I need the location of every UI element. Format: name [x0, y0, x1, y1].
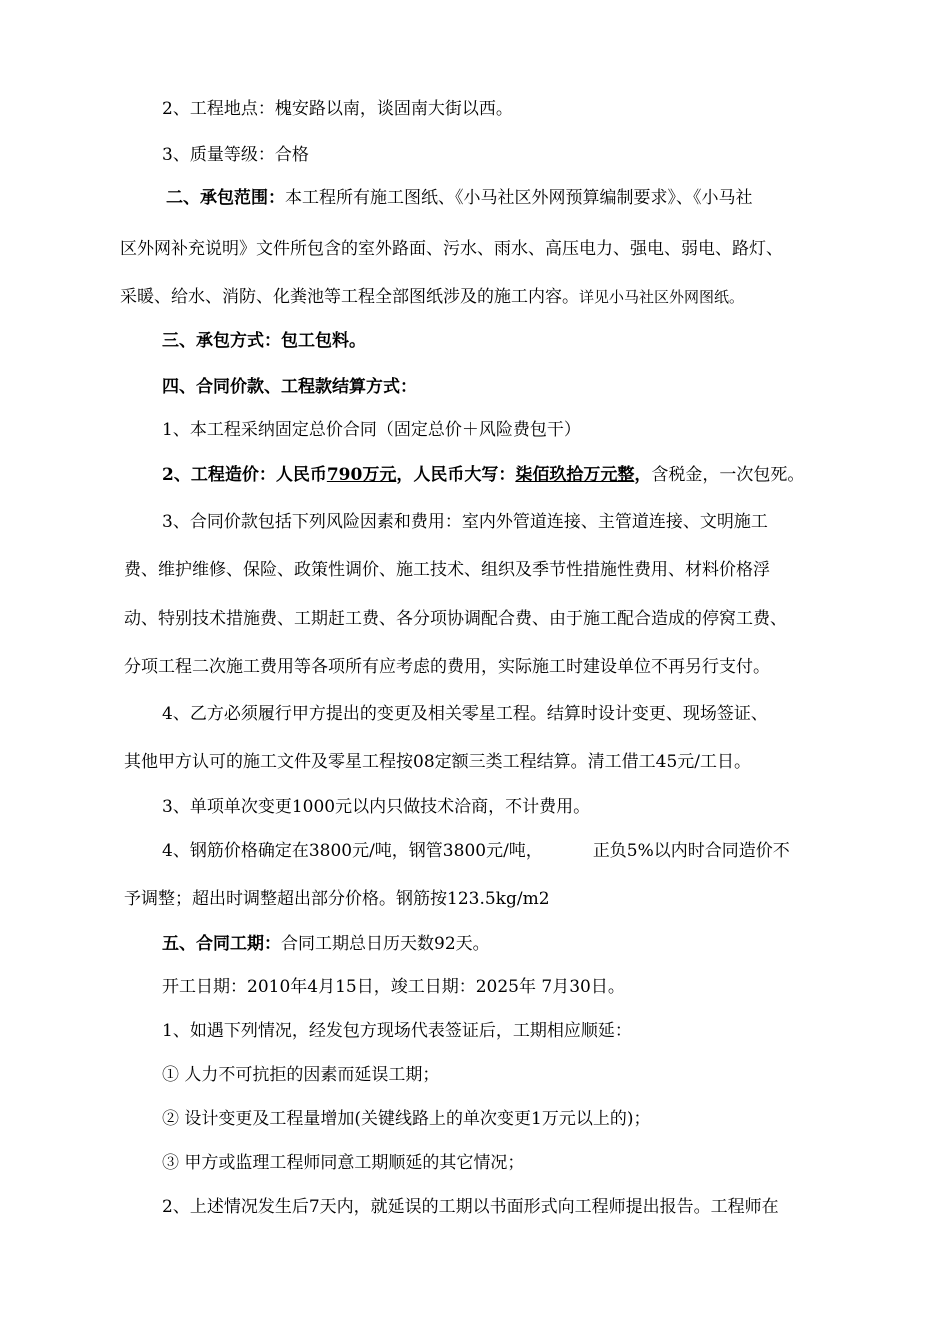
list-item-other-cases: ③ 甲方或监理工程师同意工期顺延的其它情况； [162, 1153, 525, 1173]
paragraph-changes-cont: 其他甲方认可的施工文件及零星工程按08定额三类工程结算。清工借工45元/工日。 [124, 752, 751, 772]
cost-label: 2、工程造价：人民币 [162, 465, 327, 485]
paragraph-risk: 3、合同价款包括下列风险因素和费用：室内外管道连接、主管道连接、文明施工 [162, 512, 768, 532]
steel-price-text: 4、钢筋价格确定在3800元/吨，钢管3800元/吨， [162, 841, 543, 861]
paragraph-changes: 4、乙方必须履行甲方提出的变更及相关零星工程。结算时设计变更、现场签证、 [162, 704, 768, 724]
paragraph-scope [166, 186, 753, 210]
cost-note: 含税金，一次包死。 [651, 465, 805, 485]
paragraph-single-change: 3、单项单次变更1000元以内只做技术洽商，不计费用。 [162, 797, 591, 817]
paragraph-fixed-price: 1、本工程采纳固定总价合同（固定总价＋风险费包干） [162, 420, 581, 440]
paragraph-location: 2、工程地点：槐安路以南，谈固南大街以西。 [162, 99, 513, 119]
paragraph-report: 2、上述情况发生后7天内，就延误的工期以书面形式向工程师提出报告。工程师在 [162, 1197, 779, 1217]
cost-uppercase-amount: 柒佰玖拾万元整 [515, 465, 635, 485]
paragraph-steel-cont: 予调整；超出时调整超出部分价格。钢筋按123.5kg/m2 [124, 889, 550, 909]
cost-uppercase-label: ，人民币大写： [396, 465, 516, 485]
paragraph-steel-price [162, 839, 790, 863]
duration-text: 合同工期总日历天数92天。 [281, 934, 490, 954]
paragraph-quality: 3、质量等级：合格 [162, 145, 309, 165]
scope-text: 本工程所有施工图纸、《小马社区外网预算编制要求》、《小马社 [285, 188, 753, 208]
scope-text-2: 采暖、给水、消防、化粪池等工程全部图纸涉及的施工内容。 [120, 287, 579, 307]
cost-amount: 790万元 [326, 465, 397, 485]
paragraph-extension: 1、如遇下列情况，经发包方现场代表签证后，工期相应顺延： [162, 1021, 632, 1041]
section-heading-scope: 二、承包范围： [166, 188, 285, 208]
cost-comma: ， [634, 465, 652, 485]
scope-note: 详见小马社区外网图纸。 [579, 288, 745, 306]
paragraph-cost [162, 463, 804, 487]
list-item-force-majeure: ① 人力不可抗拒的因素而延误工期； [162, 1065, 440, 1085]
steel-tolerance-text: 正负5%以内时合同造价不 [592, 841, 790, 861]
list-item-design-change: ② 设计变更及工程量增加(关键线路上的单次变更1万元以上的)； [162, 1109, 651, 1129]
paragraph-duration [162, 932, 490, 956]
section-heading-contract-mode: 三、承包方式：包工包料。 [162, 331, 366, 351]
section-heading-duration: 五、合同工期： [162, 934, 281, 954]
paragraph-risk-cont2: 动、特别技术措施费、工期赶工费、各分项协调配合费、由于施工配合造成的停窝工费、 [124, 609, 787, 629]
paragraph-scope-cont2 [120, 285, 744, 309]
paragraph-risk-cont3: 分项工程二次施工费用等各项所有应考虑的费用，实际施工时建设单位不再另行支付。 [124, 657, 770, 677]
paragraph-scope-cont: 区外网补充说明》文件所包含的室外路面、污水、雨水、高压电力、强电、弱电、路灯、 [120, 239, 783, 259]
section-heading-price: 四、合同价款、工程款结算方式： [162, 377, 417, 397]
paragraph-risk-cont1: 费、维护维修、保险、政策性调价、施工技术、组织及季节性措施性费用、材料价格浮 [124, 560, 770, 580]
paragraph-dates: 开工日期：2010年4月15日，竣工日期：2025年 7月30日。 [162, 977, 625, 997]
